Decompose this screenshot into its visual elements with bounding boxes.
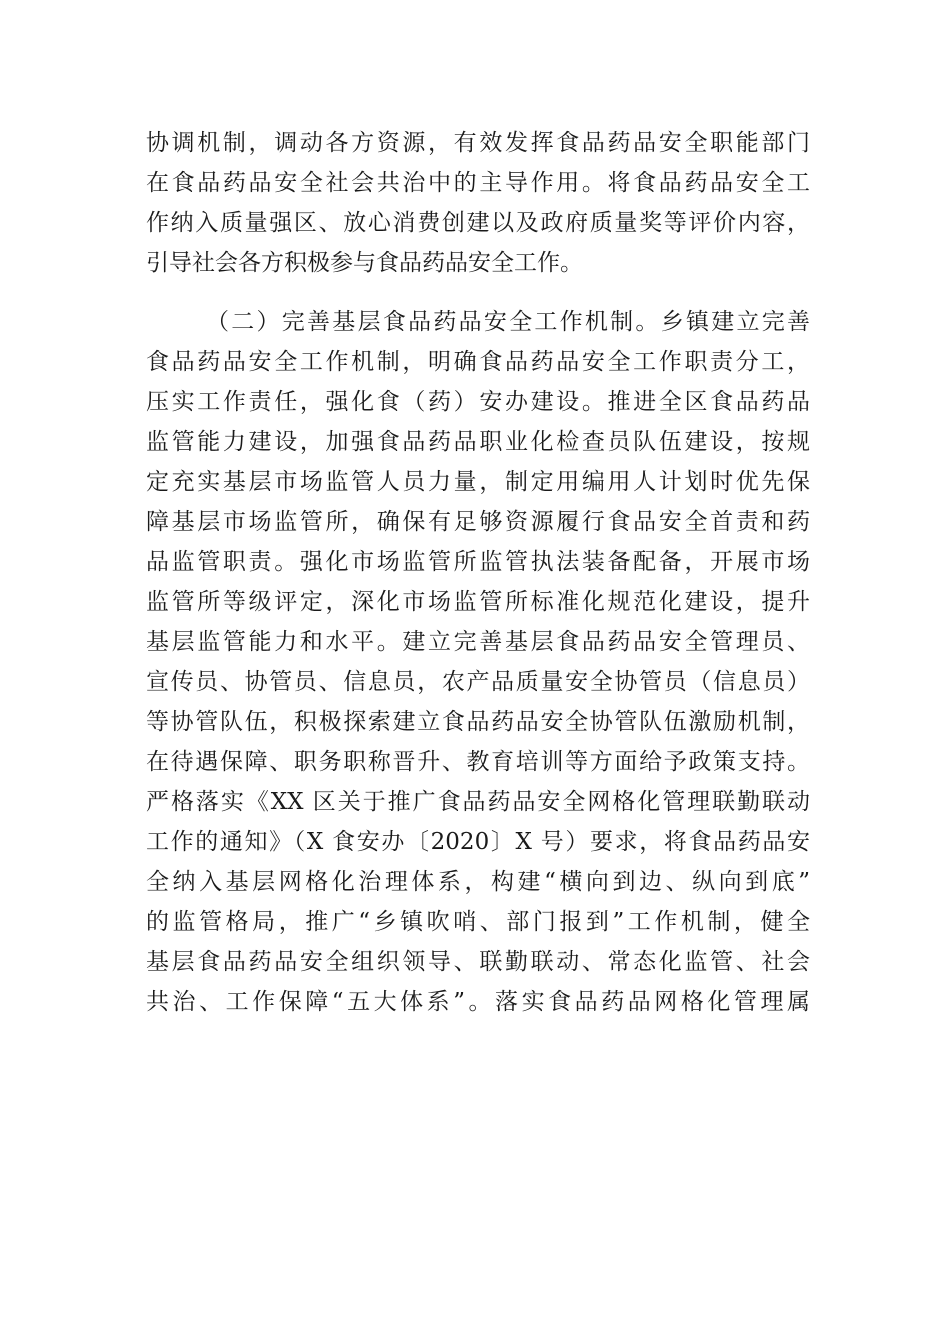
text-line: 协调机制，调动各方资源，有效发挥食品药品安全职能部门 [146, 130, 810, 156]
text-line: 压实工作责任，强化食（药）安办建设。推进全区食品药品 [146, 389, 810, 415]
text-line: 定充实基层市场监管人员力量，制定用编用人计划时优先保 [146, 469, 810, 495]
text-line: 食品药品安全工作机制，明确食品药品安全工作职责分工， [146, 349, 810, 375]
text-line: 监管能力建设，加强食品药品职业化检查员队伍建设，按规 [146, 429, 810, 455]
text-line: 严格落实《XX 区关于推广食品药品安全网格化管理联勤联动 [146, 789, 810, 815]
section-heading-line: （二）完善基层食品药品安全工作机制。乡镇建立完善 [206, 309, 810, 335]
text-line: 引导社会各方积极参与食品药品安全工作。 [146, 250, 583, 276]
text-line: 基层监管能力和水平。建立完善基层食品药品安全管理员、 [146, 629, 810, 655]
text-line: 监管所等级评定，深化市场监管所标准化规范化建设，提升 [146, 589, 810, 615]
text-line: 宣传员、协管员、信息员，农产品质量安全协管员（信息员） [146, 669, 810, 695]
text-line: 障基层市场监管所，确保有足够资源履行食品安全首责和药 [146, 509, 810, 535]
text-line: 的监管格局，推广“乡镇吹哨、部门报到”工作机制，健全 [146, 909, 810, 935]
text-line: 品监管职责。强化市场监管所监管执法装备配备，开展市场 [146, 549, 810, 575]
text-line: 工作的通知》（X 食安办〔2020〕X 号）要求，将食品药品安 [146, 829, 810, 855]
text-line: 在待遇保障、职务职称晋升、教育培训等方面给予政策支持。 [146, 749, 810, 775]
paragraph-2 [146, 302, 810, 1022]
text-line: 等协管队伍，积极探索建立食品药品安全协管队伍激励机制， [146, 709, 810, 735]
text-line: 共治、工作保障“五大体系”。落实食品药品网格化管理属 [146, 989, 810, 1015]
text-line: 全纳入基层网格化治理体系，构建“横向到边、纵向到底” [146, 869, 810, 895]
paragraph-1 [146, 123, 810, 283]
text-line: 作纳入质量强区、放心消费创建以及政府质量奖等评价内容， [146, 210, 810, 236]
text-line: 基层食品药品安全组织领导、联勤联动、常态化监管、社会 [146, 949, 810, 975]
text-line: 在食品药品安全社会共治中的主导作用。将食品药品安全工 [146, 170, 810, 196]
